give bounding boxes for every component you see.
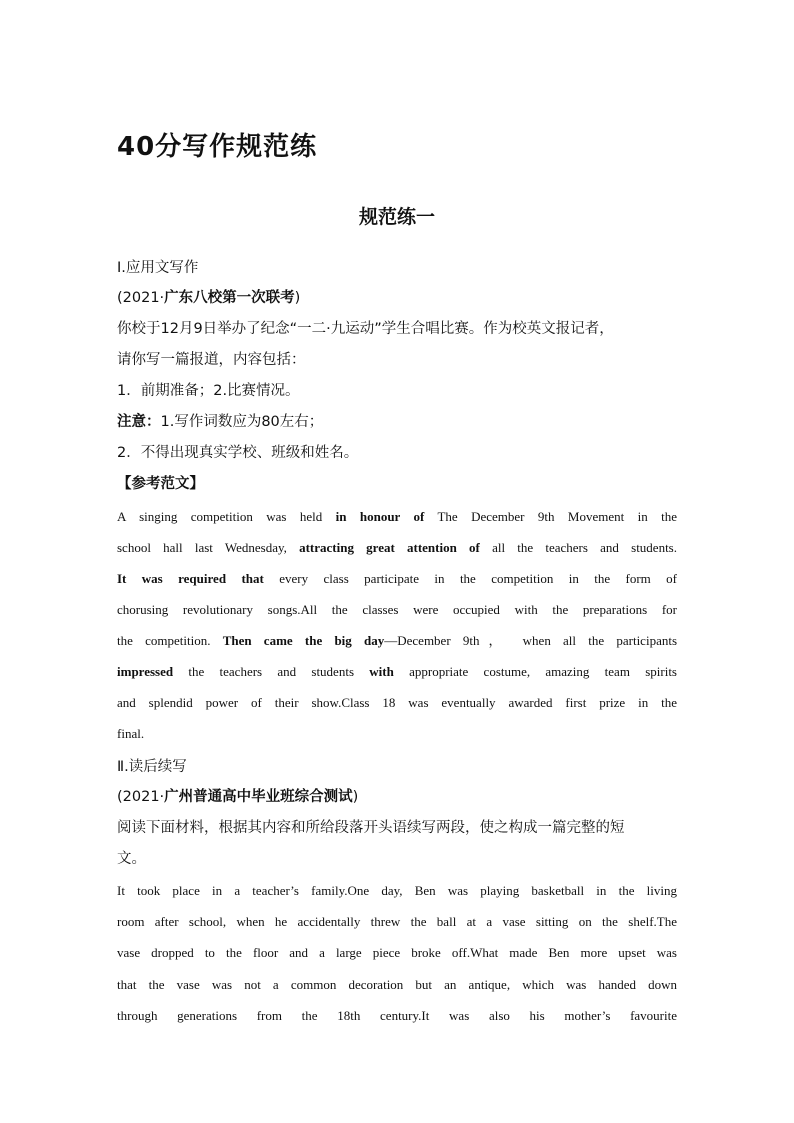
section1-heading: Ⅰ.应用文写作 bbox=[117, 260, 199, 276]
source-suffix: ) bbox=[352, 789, 359, 805]
section1-prompt-line1: 你校于12月9日举办了纪念“一二·九运动”学生合唱比赛。作为校英文报记者， bbox=[117, 321, 614, 337]
essay-line: final. bbox=[117, 726, 145, 741]
essay-line: chorusing revolutionary songs.All the classes were occupied with the preparations for bbox=[117, 602, 677, 617]
story-line: vase dropped to the floor and a large piece broke off.What made Ben more upset was bbox=[117, 945, 677, 960]
section2-prompt-line1: 阅读下面材料，根据其内容和所给段落开头语续写两段，使之构成一篇完整的短 bbox=[117, 820, 625, 836]
section2-source bbox=[117, 787, 677, 807]
note-label: 注意： bbox=[117, 414, 161, 430]
source-prefix: (2021· bbox=[117, 789, 165, 805]
essay-line: impressed the teachers and students with appropriate costume, amazing team spirits bbox=[117, 664, 677, 679]
section1-prompt-line2: 请你写一篇报道，内容包括： bbox=[117, 352, 306, 368]
section1-point1: 1．前期准备；2.比赛情况。 bbox=[117, 383, 300, 399]
essay-line: A singing competition was held in honour of The December 9th Movement in the bbox=[117, 509, 677, 524]
section2-heading: Ⅱ.读后续写 bbox=[117, 759, 187, 775]
essay-line: the competition. Then came the big day—December 9th， when all the participants bbox=[117, 633, 678, 648]
source-prefix: (2021· bbox=[117, 290, 165, 306]
section1-note1 bbox=[117, 412, 677, 432]
story-line: room after school, when he accidentally threw the ball at a vase sitting on the shelf.The bbox=[117, 914, 677, 929]
story-line: that the vase was not a common decoration but an antique, which was handed down bbox=[117, 977, 677, 992]
note-text: 1.写作词数应为80左右； bbox=[160, 414, 324, 430]
essay-line: school hall last Wednesday, attracting great attention of all the teachers and students. bbox=[117, 540, 677, 555]
story-line: It took place in a teacher’s family.One day, Ben was playing basketball in the living bbox=[117, 883, 677, 898]
source-suffix: ) bbox=[294, 290, 301, 306]
story-line: through generations from the 18th century.It was also his mother’s favourite bbox=[117, 1008, 677, 1023]
essay-line: and splendid power of their show.Class 18 was eventually awarded first prize in the bbox=[117, 695, 677, 710]
essay-line: It was required that every class participate in the competition in the form of bbox=[117, 571, 678, 586]
section1-source bbox=[117, 288, 677, 308]
source-main: 广东八校第一次联考 bbox=[164, 290, 295, 306]
page-subtitle: 规范练一 bbox=[358, 206, 435, 228]
source-main: 广州普通高中毕业班综合测试 bbox=[164, 789, 353, 805]
section1-note2: 2．不得出现真实学校、班级和姓名。 bbox=[117, 445, 359, 461]
section2-prompt-line2: 文。 bbox=[117, 851, 146, 867]
page-title: 40分写作规范练 bbox=[117, 132, 318, 162]
reference-label: 【参考范文】 bbox=[117, 476, 204, 492]
